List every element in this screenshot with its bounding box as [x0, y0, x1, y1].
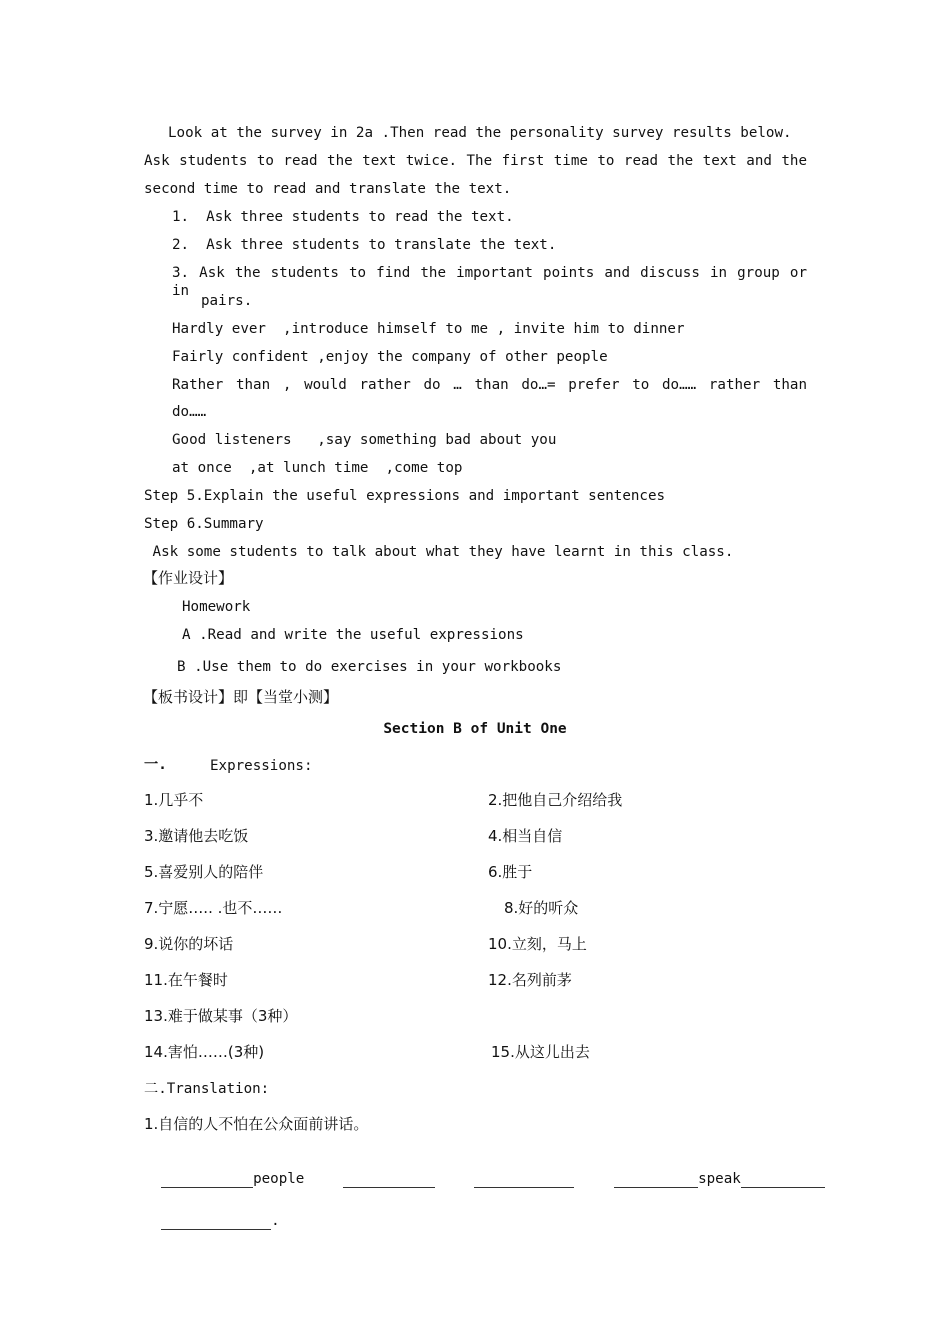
period: . [271, 1213, 280, 1229]
phrase-line: Good listeners ,say something bad about you [172, 432, 557, 448]
expression-item: 14.害怕……(3种) [144, 1043, 265, 1061]
expression-item: 15.从这儿出去 [491, 1043, 590, 1061]
phrase-line: at once ,at lunch time ,come top [172, 460, 463, 476]
expression-item: 8.好的听众 [504, 899, 579, 917]
answer-blank[interactable] [474, 1172, 574, 1188]
translation-sentence: 1.自信的人不怕在公众面前讲话。 [144, 1115, 369, 1133]
answer-blank[interactable] [614, 1172, 698, 1188]
given-word: speak [698, 1171, 741, 1187]
section-title: Section B of Unit One [383, 721, 567, 737]
expression-item: 3.邀请他去吃饭 [144, 827, 249, 845]
homework-item: A .Read and write the useful expressions [182, 627, 524, 643]
step-item: 1. Ask three students to read the text. [172, 209, 514, 225]
expression-item: 6.胜于 [488, 863, 533, 881]
board-heading: 【板书设计】即【当堂小测】 [143, 688, 339, 706]
expression-item: 1.几乎不 [144, 791, 204, 809]
expression-item: 7.宁愿….. .也不…… [144, 899, 283, 917]
answer-line [326, 1152, 435, 1188]
summary-line: Ask some students to talk about what they have learnt in this class. [144, 544, 734, 560]
homework-label: Homework [182, 599, 251, 615]
phrase-line: Rather than , would rather do … than do…= prefer to do…… rather than [172, 377, 807, 393]
answer-line [597, 1152, 825, 1188]
intro-line: Ask students to read the text twice. The first time to read the text and the [144, 153, 807, 169]
step-item: 2. Ask three students to translate the text. [172, 237, 557, 253]
step-heading: Step 5.Explain the useful expressions and important sentences [144, 488, 666, 504]
phrase-line: Fairly confident ,enjoy the company of other people [172, 349, 608, 365]
expression-item: 12.名列前茅 [488, 971, 572, 989]
phrase-line: do…… [172, 404, 207, 420]
answer-blank[interactable] [161, 1214, 271, 1230]
answer-line [457, 1152, 574, 1188]
given-word: people [253, 1171, 305, 1187]
part1-label: Expressions: [210, 758, 313, 774]
intro-line: Look at the survey in 2a .Then read the personality survey results below. [168, 125, 792, 141]
answer-line [144, 1194, 280, 1230]
phrase-line: Hardly ever ,introduce himself to me , invite him to dinner [172, 321, 685, 337]
answer-blank[interactable] [741, 1172, 825, 1188]
expression-item: 13.难于做某事（3种） [144, 1007, 298, 1025]
expression-item: 10.立刻，马上 [488, 935, 587, 953]
expression-item: 5.喜爱别人的陪伴 [144, 863, 264, 881]
intro-line: second time to read and translate the text. [144, 181, 512, 197]
expression-item: 2.把他自己介绍给我 [488, 791, 623, 809]
step-item-cont: pairs. [201, 293, 253, 309]
step-heading: Step 6.Summary [144, 516, 264, 532]
part2-heading: 二.Translation: [144, 1081, 270, 1097]
homework-heading: 【作业设计】 [143, 569, 234, 587]
expression-item: 11.在午餐时 [144, 971, 228, 989]
answer-blank[interactable] [161, 1172, 253, 1188]
step-item: 3. Ask the students to find the important points and discuss in group or in [172, 265, 807, 299]
homework-item: B .Use them to do exercises in your workbooks [177, 659, 562, 675]
answer-line [144, 1152, 304, 1188]
expression-item: 4.相当自信 [488, 827, 563, 845]
answer-blank[interactable] [343, 1172, 435, 1188]
expression-item: 9.说你的坏话 [144, 935, 234, 953]
part1-number: 一. [144, 757, 167, 773]
